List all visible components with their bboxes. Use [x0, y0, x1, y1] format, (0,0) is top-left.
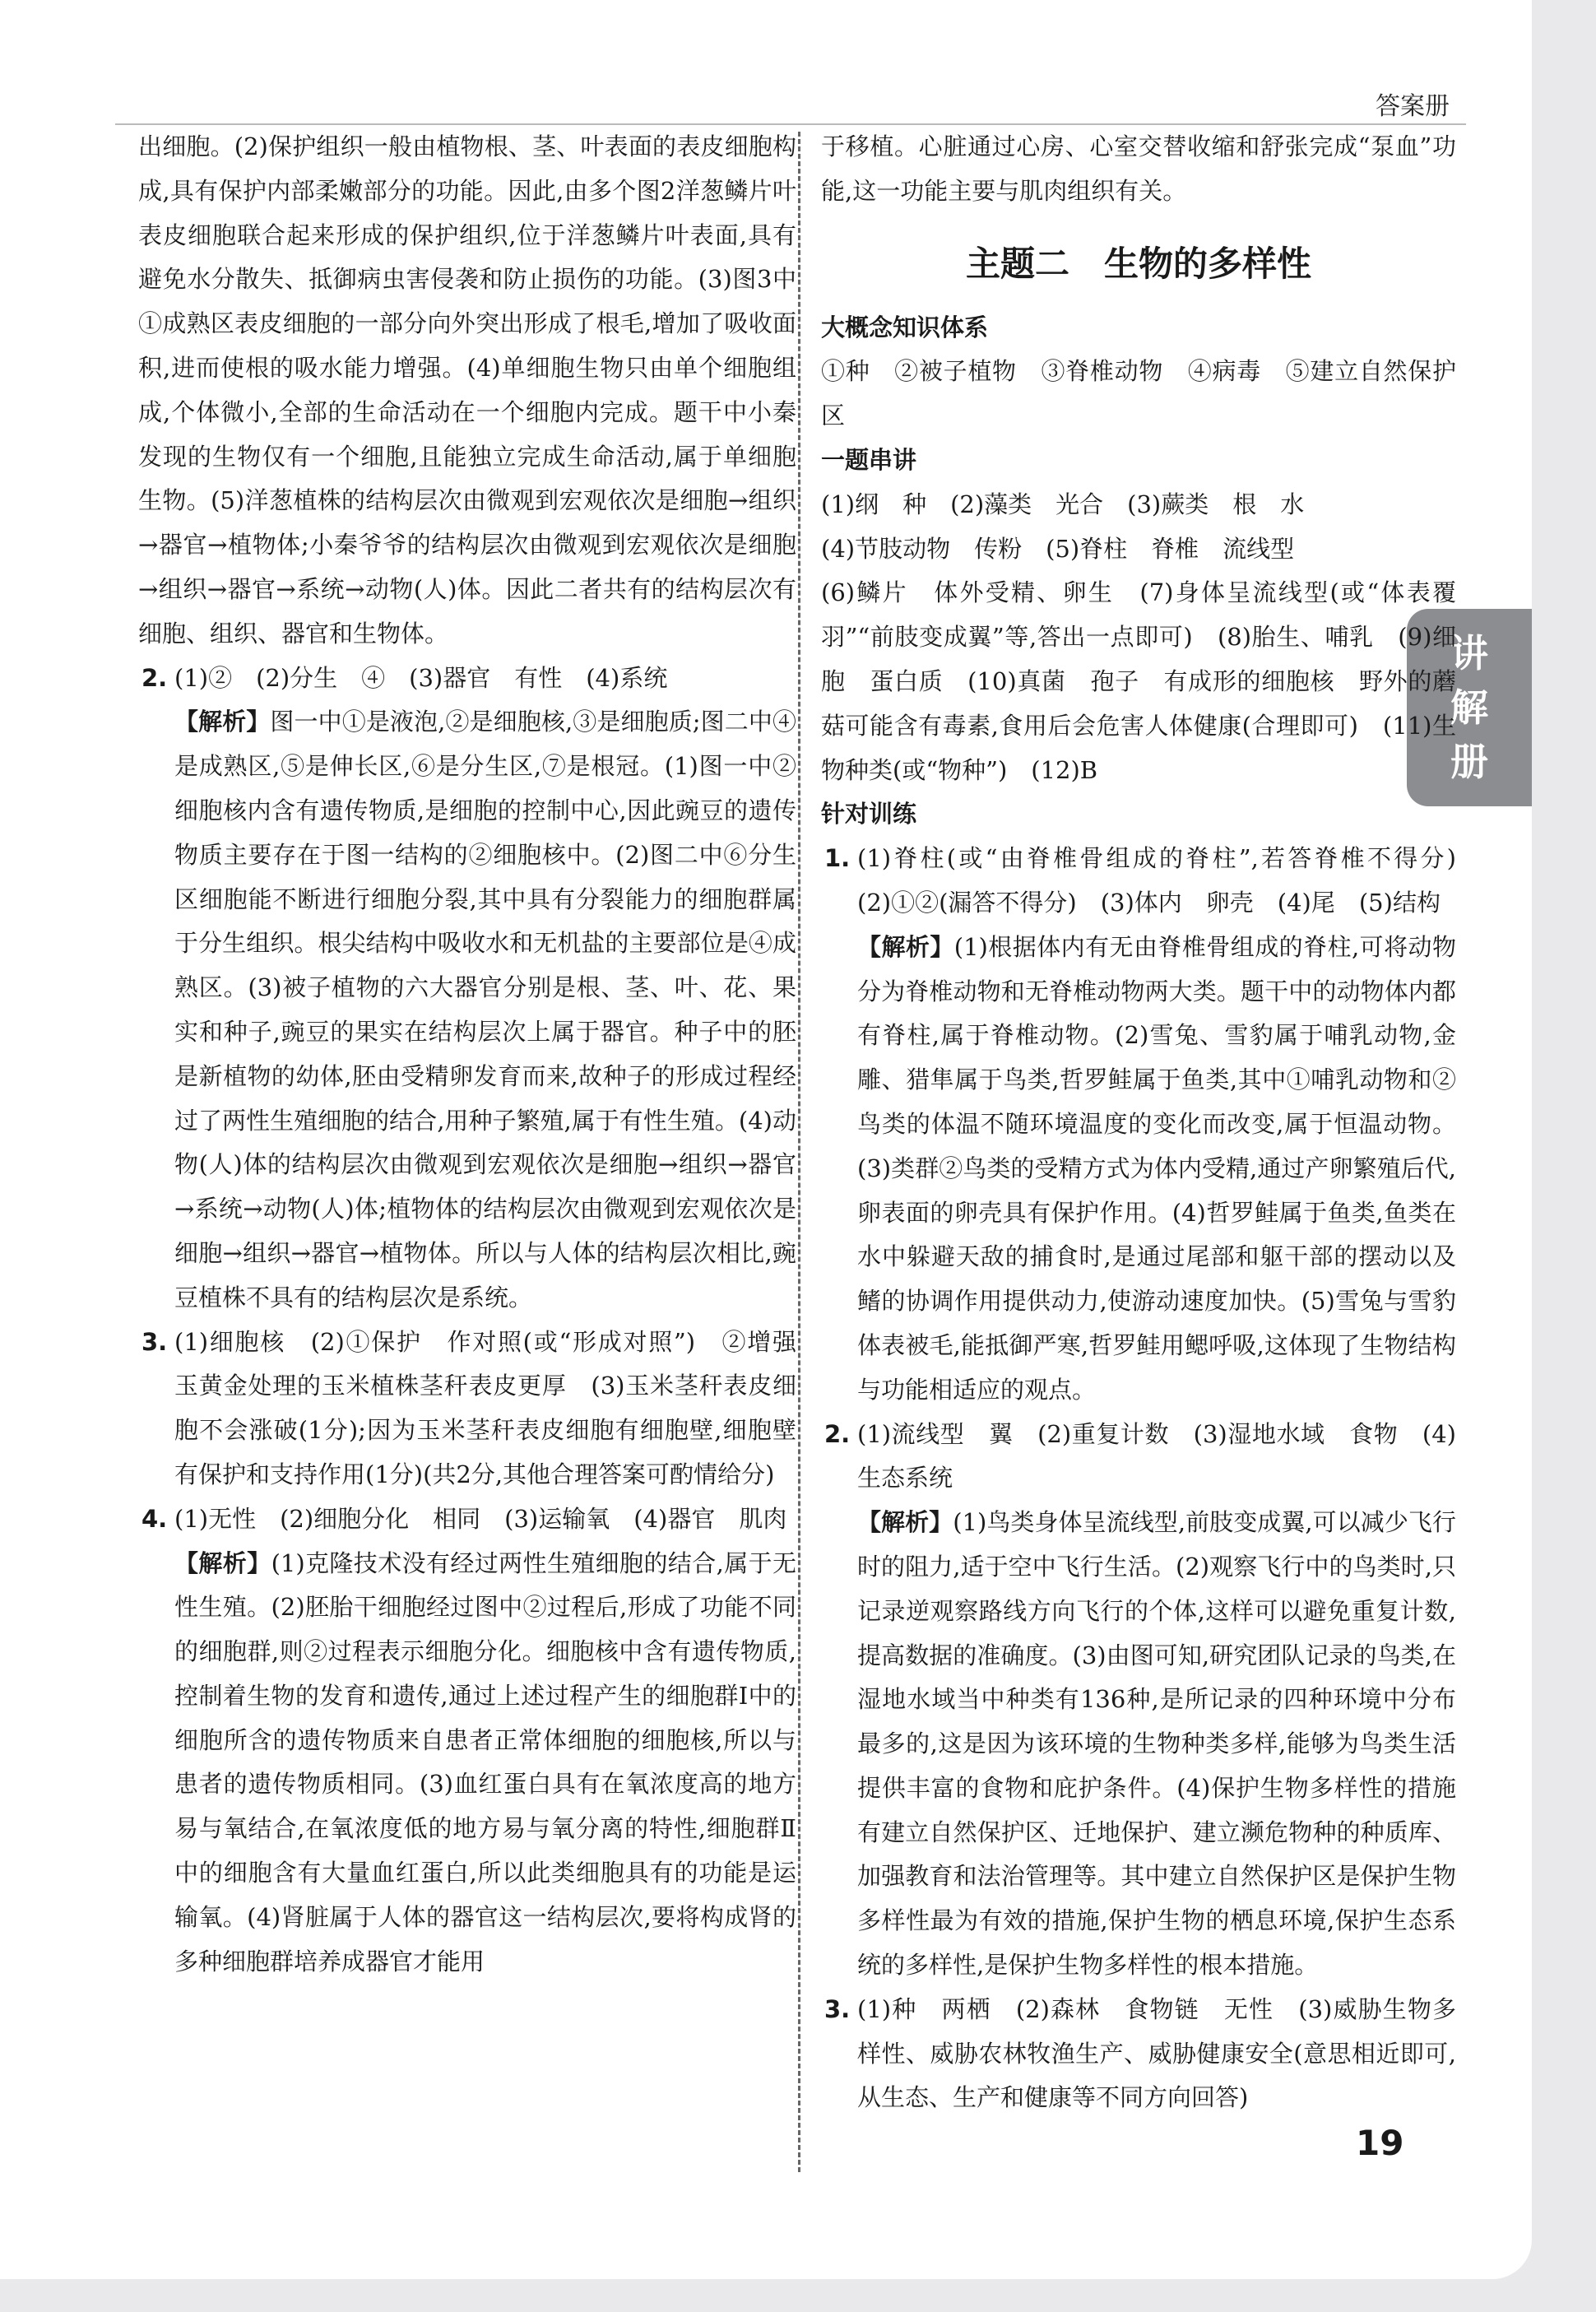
item-analysis — [857, 926, 1456, 1413]
item-number: 2. — [142, 663, 168, 692]
item-number: 1. — [824, 844, 851, 873]
item-number: 2. — [824, 1419, 851, 1448]
column-divider — [798, 132, 800, 2172]
answer-item — [821, 837, 1481, 1412]
side-tab-char: 册 — [1450, 740, 1488, 784]
page-number: 19 — [1356, 2123, 1404, 2163]
item-answer: (1)种 两栖 (2)森林 食物链 无性 (3)威胁生物多样性、威胁农林牧渔生产、威胁健康安全(意思相近即可,从生态、生产和健康等不同方向回答) — [857, 1994, 1456, 2112]
analysis-tag: 【解析】 — [857, 932, 954, 961]
series-line: (6)鳞片 体外受精、卵生 (7)身体呈流线型(或“体表覆羽”“前肢变成翼”等,答出一点即可) (8)胎生、哺乳 (9)细胞 蛋白质 (10)真菌 孢子 有成形的细胞核 野外的蘑菇可能含有毒素,食用后会危害人体健康(合理即可) (11)生物种类(或“物种”) (12)B — [821, 578, 1456, 784]
answer-item — [138, 1321, 821, 1497]
side-tab-char: 讲 — [1450, 631, 1488, 675]
item-answer: (1)无性 (2)细胞分化 相同 (3)运输氧 (4)器官 肌肉 — [174, 1504, 787, 1533]
analysis-text: 图一中①是液泡,②是细胞核,③是细胞质;图二中④是成熟区,⑤是伸长区,⑥是分生区,⑦是根冠。(1)图一中②细胞核内含有遗传物质,是细胞的控制中心,因此豌豆的遗传物质主要存在于图一结构的②细胞核中。(2)图二中⑥分生区细胞能不断进行细胞分裂,其中具有分裂能力的细胞群属于分生组织。根尖结构中吸收水和无机盐的主要部位是④成熟区。(3)被子植物的六大器官分别是根、茎、叶、花、果实和种子,豌豆的果实在结构层次上属于器官。种子中的胚是新植物的幼体,胚由受精卵发育而来,故种子的形成过程经过了两性生殖细胞的结合,用种子繁殖,属于有性生殖。(4)动物(人)体的结构层次由微观到宏观依次是细胞→组织→器官→系统→动物(人)体;植物体的结构层次由微观到宏观依次是细胞→组织→器官→植物体。所以与人体的结构层次相比,豌豆植株不具有的结构层次是系统。 — [174, 708, 796, 1312]
right-column — [821, 125, 1481, 2120]
series-line: (4)节肢动物 传粉 (5)脊柱 脊椎 流线型 — [821, 534, 1295, 563]
analysis-text: (1)克隆技术没有经过两性生殖细胞的结合,属于无性生殖。(2)胚胎干细胞经过图中②过程后,形成了功能不同的细胞群,则②过程表示细胞分化。细胞核中含有遗传物质,控制着生物的发育和遗传,通过上述过程产生的细胞群Ⅰ中的细胞所含的遗传物质来自患者正常体细胞的细胞核,所以与患者的遗传物质相同。(3)血红蛋白具有在氧浓度高的地方易与氧结合,在氧浓度低的地方易与氧分离的特性,细胞群Ⅱ中的细胞含有大量血红蛋白,所以此类细胞具有的功能是运输氧。(4)肾脏属于人体的器官这一结构层次,要将构成肾的多种细胞群培养成器官才能用 — [174, 1548, 796, 1975]
header-label: 答案册 — [1376, 92, 1450, 121]
series-line: (1)纲 种 (2)藻类 光合 (3)蕨类 根 水 — [821, 490, 1305, 518]
series-heading: 一题串讲 — [821, 445, 917, 474]
side-tab-char: 解 — [1450, 685, 1488, 730]
item-answer: (1)细胞核 (2)①保护 作对照(或“形成对照”) ②增强 玉黄金处理的玉米植株茎秆表皮更厚 (3)玉米茎秆表皮细胞不会涨破(1分);因为玉米茎秆表皮细胞有细胞壁,细胞壁有保护和支持作用(1分)(共2分,其他合理答案可酌情给分) — [174, 1327, 821, 1488]
right-continuation: 于移植。心脏通过心房、心室交替收缩和舒张完成“泵血”功能,这一功能主要与肌肉组织有关。 — [821, 132, 1456, 205]
concept-text: ①种 ②被子植物 ③脊椎动物 ④病毒 ⑤建立自然保护区 — [821, 357, 1456, 430]
analysis-text: (1)鸟类身体呈流线型,前肢变成翼,可以减少飞行时的阻力,适于空中飞行生活。(2)观察飞行中的鸟类时,只记录逆观察路线方向飞行的个体,这样可以避免重复计数,提高数据的准确度。(3)由图可知,研究团队记录的鸟类,在湿地水域当中种类有136种,是所记录的四种环境中分布最多的,这是因为该环境的生物种类多样,能够为鸟类生活提供丰富的食物和庇护条件。(4)保护生物多样性的措施有建立自然保护区、迁地保护、建立濒危物种的种质库、加强教育和法治管理等。其中建立自然保护区是保护生物多样性最为有效的措施,保护生物的栖息环境,保护生态系统的多样性,是保护生物多样性的根本措施。 — [857, 1508, 1456, 1980]
item-number: 3. — [142, 1327, 168, 1356]
item-number: 4. — [142, 1504, 168, 1533]
section-title: 主题二 生物的多样性 — [965, 243, 1311, 284]
concept-heading: 大概念知识体系 — [821, 313, 989, 341]
item-answer: (1)② (2)分生 ④ (3)器官 有性 (4)系统 — [174, 663, 668, 692]
left-continuation: 出细胞。(2)保护组织一般由植物根、茎、叶表面的表皮细胞构成,具有保护内部柔嫩部分的功能。因此,由多个图2洋葱鳞片叶表皮细胞联合起来形成的保护组织,位于洋葱鳞片叶表面,具有避免水分散失、抵御病虫害侵袭和防止损伤的功能。(3)图3中①成熟区表皮细胞的一部分向外突出形成了根毛,增加了吸收面积,进而使根的吸水能力增强。(4)单细胞生物只由单个细胞组成,个体微小,全部的生命活动在一个细胞内完成。题干中小秦发现的生物仅有一个细胞,且能独立完成生命活动,属于单细胞生物。(5)洋葱植株的结构层次由微观到宏观依次是细胞→组织→器官→植物体;小秦爷爷的结构层次由微观到宏观依次是细胞→组织→器官→系统→动物(人)体。因此二者共有的结构层次有细胞、组织、器官和生物体。 — [138, 132, 796, 648]
analysis-tag: 【解析】 — [857, 1508, 953, 1537]
analysis-text: (1)根据体内有无由脊椎骨组成的脊柱,可将动物分为脊椎动物和无脊椎动物两大类。题干中的动物体内都有脊柱,属于脊椎动物。(2)雪兔、雪豹属于哺乳动物,金雕、猎隼属于鸟类,哲罗鲑属于鱼类,其中①哺乳动物和②鸟类的体温不随环境温度的变化而改变,属于恒温动物。(3)类群②鸟类的受精方式为体内受精,通过产卵繁殖后代,卵表面的卵壳具有保护作用。(4)哲罗鲑属于鱼类,鱼类在水中躲避天敌的捕食时,是通过尾部和躯干部的摆动以及鳍的协调作用提供动力,使游动速度加快。(5)雪兔与雪豹体表被毛,能抵御严寒,哲罗鲑用鳃呼吸,这体现了生物结构与功能相适应的观点。 — [857, 932, 1456, 1404]
item-number: 3. — [824, 1994, 851, 2023]
answer-item — [821, 1413, 1456, 1988]
left-column — [138, 125, 821, 1984]
training-heading: 针对训练 — [821, 800, 917, 829]
answer-item — [138, 657, 796, 1321]
answer-item — [821, 1988, 1456, 2120]
answer-item — [138, 1497, 796, 1985]
item-answer: (1)流线型 翼 (2)重复计数 (3)湿地水域 食物 (4)生态系统 — [857, 1419, 1456, 1493]
analysis-tag: 【解析】 — [174, 1548, 271, 1577]
analysis-tag: 【解析】 — [174, 708, 271, 736]
item-analysis — [857, 1501, 1456, 1988]
item-answer: (1)脊柱(或“由脊椎骨组成的脊柱”,若答脊椎不得分) (2)①②(漏答不得分) (3)体内 卵壳 (4)尾 (5)结构 — [857, 844, 1481, 917]
item-analysis — [174, 700, 796, 1320]
item-analysis — [174, 1542, 796, 1985]
